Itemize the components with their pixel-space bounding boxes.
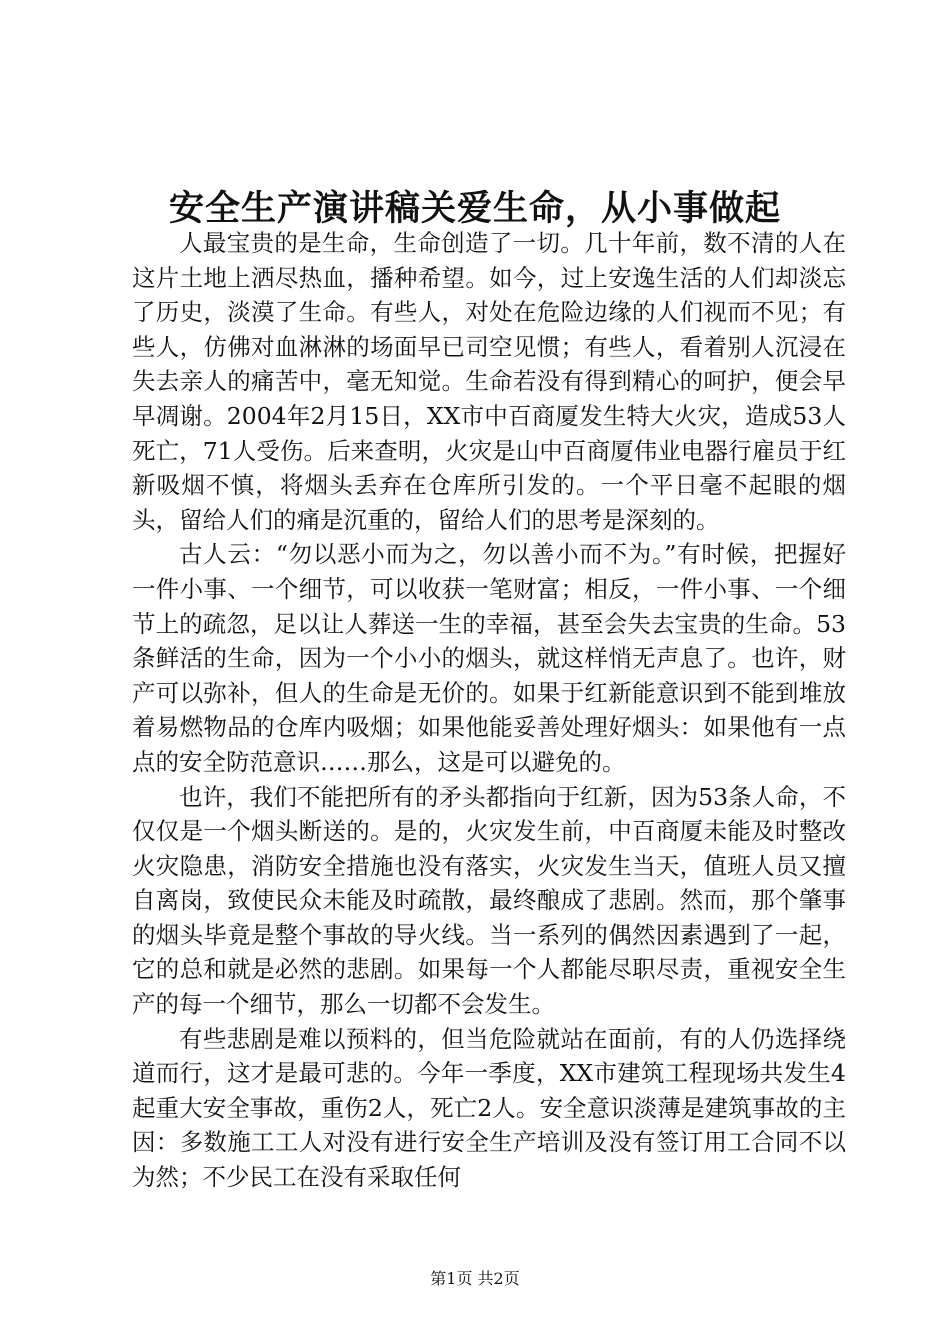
paragraph-1: 人最宝贵的是生命，生命创造了一切。几十年前，数不清的人在这片土地上洒尽热血，播种希望。如今，过上安逸生活的人们却淡忘了历史，淡漠了生命。有些人，对处在危险边缘的人们视而不见；有些人，仿佛对血淋淋的场面早已司空见惯；有些人，看着别人沉浸在失去亲人的痛苦中，毫无知觉。生命若没有得到精心的呵护，便会早早凋谢。2004年2月15日，XX市中百商厦发生特大火灾，造成53人死亡，71人受伤。后来查明，火灾是山中百商厦伟业电器行雇员于红新吸烟不慎，将烟头丢弃在仓库所引发的。一个平日毫不起眼的烟头，留给人们的痛是沉重的，留给人们的思考是深刻的。 — [132, 229, 846, 534]
paragraph-4: 有些悲剧是难以预料的，但当危险就站在面前，有的人仍选择绕道而行，这才是最可悲的。今年一季度，XX市建筑工程现场共发生4起重大安全事故，重伤2人，死亡2人。安全意识淡薄是建筑事故的主因：多数施工工人对没有进行安全生产培训及没有签订用工合同不以为然；不少民工在没有采取任何 — [132, 1024, 846, 1192]
page-number-footer: 第1页 共2页 — [430, 1269, 520, 1288]
document-body — [132, 226, 846, 1195]
paragraph-2: 古人云：“勿以恶小而为之，勿以善小而不为。”有时候，把握好一件小事、一个细节，可以收获一笔财富；相反，一件小事、一个细节上的疏忽，足以让人葬送一生的幸福，甚至会失去宝贵的生命。53条鲜活的生命，因为一个小小的烟头，就这样悄无声息了。也许，财产可以弥补，但人的生命是无价的。如果于红新能意识到不能到堆放着易燃物品的仓库内吸烟；如果他能妥善处理好烟头：如果他有一点点的安全防范意识……那么，这是可以避免的。 — [132, 540, 846, 776]
document-title: 安全生产演讲稿关爱生命，从小事做起 — [168, 188, 781, 229]
paragraph-3: 也许，我们不能把所有的矛头都指向于红新，因为53条人命，不仅仅是一个烟头断送的。是的，火灾发生前，中百商厦未能及时整改火灾隐患，消防安全措施也没有落实，火灾发生当天，值班人员又擅自离岗，致使民众未能及时疏散，最终酿成了悲剧。然而，那个肇事的烟头毕竟是整个事故的导火线。当一系列的偶然因素遇到了一起，它的总和就是必然的悲剧。如果每一个人都能尽职尽责，重视安全生产的每一个细节，那么一切都不会发生。 — [132, 782, 846, 1019]
